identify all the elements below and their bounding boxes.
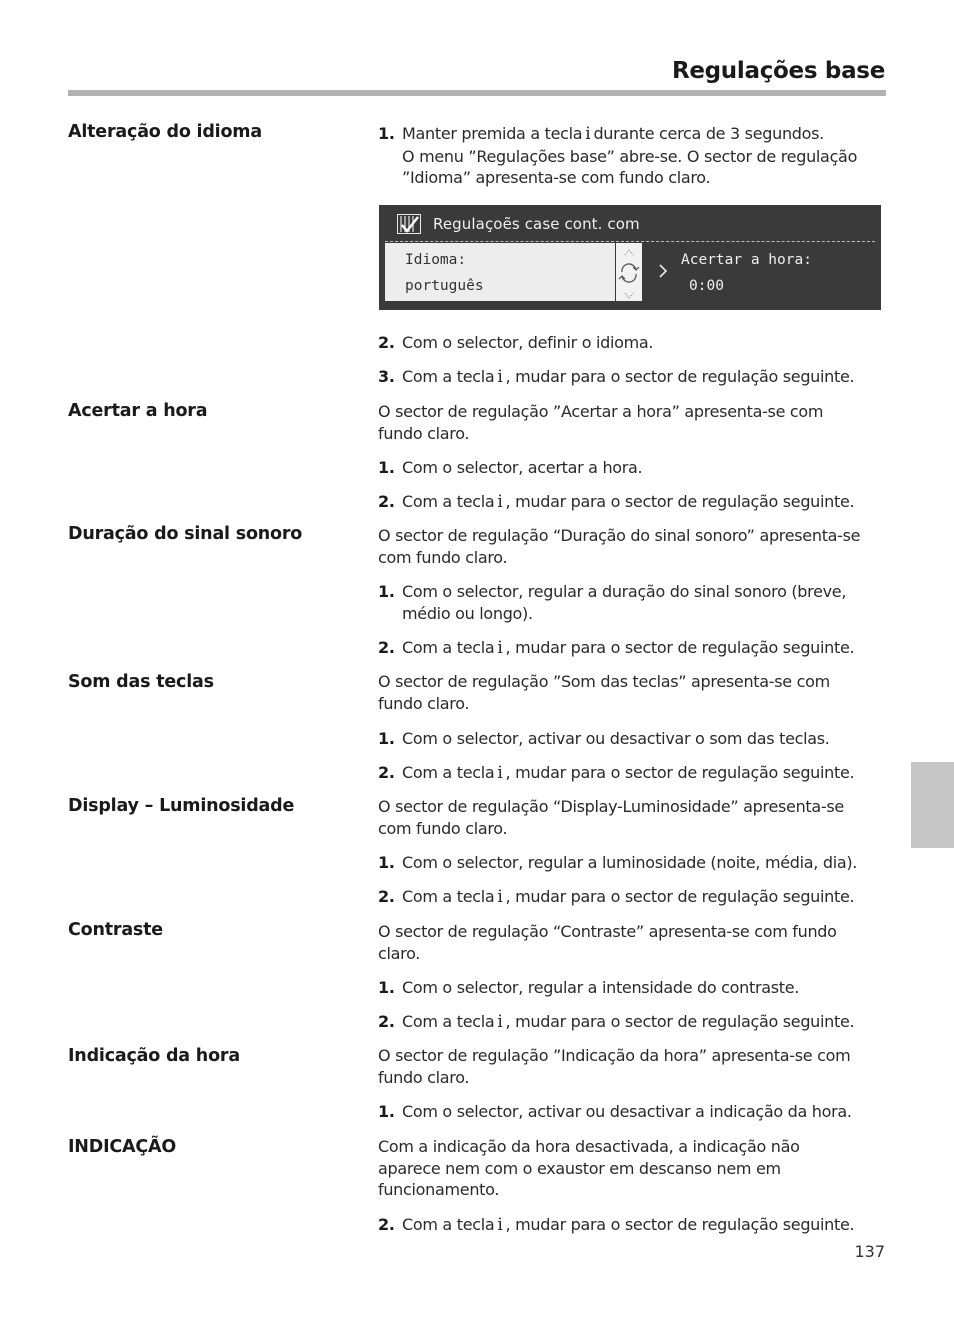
note-line: aparece nem com o exaustor em descanso nem em <box>378 1158 781 1178</box>
step-number: 1. <box>378 729 395 748</box>
step-number: 2. <box>378 887 395 906</box>
selector-scroll-icon <box>616 243 642 301</box>
setting-value: português <box>405 278 484 294</box>
step-number: 2. <box>378 1012 395 1031</box>
display-selected-setting <box>385 243 615 301</box>
chapter-tab <box>911 762 954 848</box>
step-text: , mudar para o sector de regulação seguinte. <box>505 492 855 511</box>
step-text: Com a tecla <box>402 367 495 386</box>
step-text: Com a tecla <box>402 1012 495 1031</box>
step-text: Com o selector, activar ou desactivar a indicação da hora. <box>402 1102 852 1121</box>
keytone-intro <box>378 671 898 714</box>
step-number: 2. <box>378 638 395 657</box>
clock-intro <box>378 1045 898 1088</box>
step-number: 1. <box>378 582 395 601</box>
display-intro <box>378 796 898 839</box>
info-key-icon: i <box>497 887 503 907</box>
step-text: Com a tecla <box>402 763 495 782</box>
next-setting-label: Acertar a hora: <box>681 252 812 268</box>
info-key-icon: i <box>497 638 503 658</box>
step-text: , mudar para o sector de regulação seguinte. <box>505 763 855 782</box>
heading-language: Alteração do idioma <box>68 122 262 142</box>
intro-text: O sector de regulação ”Acertar a hora” apresenta-se com <box>378 402 824 421</box>
intro-text: fundo claro. <box>378 693 470 713</box>
step-text: , mudar para o sector de regulação seguinte. <box>505 1215 855 1234</box>
step-number: 2. <box>378 492 395 511</box>
intro-text: O sector de regulação “Contraste” apresenta-se com fundo <box>378 922 837 941</box>
step-text: Manter premida a tecla <box>402 124 583 143</box>
time-step-1 <box>378 457 898 479</box>
info-key-icon: i <box>497 763 503 783</box>
note-text <box>378 1136 898 1201</box>
beep-intro <box>378 525 898 568</box>
language-step-2 <box>378 332 898 354</box>
time-step-2 <box>378 491 898 514</box>
beep-step-2 <box>378 637 898 660</box>
contrast-step-1 <box>378 977 898 999</box>
intro-text: fundo claro. <box>378 423 470 443</box>
info-key-icon: i <box>497 1012 503 1032</box>
display-panel <box>379 205 881 310</box>
info-key-icon: i <box>497 1215 503 1235</box>
step-number: 2. <box>378 1215 395 1234</box>
intro-text: O sector de regulação “Display-Luminosidade” apresenta-se <box>378 797 844 816</box>
language-step-3 <box>378 366 898 389</box>
intro-text: claro. <box>378 943 421 963</box>
chevron-right-icon <box>657 263 669 279</box>
contrast-step-2 <box>378 1011 898 1034</box>
display-header-text: Regulaçoẽs case cont. com <box>433 215 640 233</box>
intro-text: fundo claro. <box>378 1067 470 1087</box>
page-title: Regulações base <box>671 58 885 84</box>
step-number: 2. <box>378 333 395 352</box>
step-text: Com o selector, definir o idioma. <box>402 333 654 352</box>
intro-text: com fundo claro. <box>378 547 508 567</box>
heading-contrast: Contraste <box>68 920 163 940</box>
display-header <box>385 211 875 242</box>
heading-note: INDICAÇÃO <box>68 1137 177 1157</box>
time-intro <box>378 401 898 444</box>
beep-step-1 <box>378 581 898 624</box>
info-key-icon: i <box>497 492 503 512</box>
heading-beep: Duração do sinal sonoro <box>68 524 303 544</box>
intro-text: O sector de regulação “Duração do sinal sonoro” apresenta-se <box>378 526 861 545</box>
display-step-2 <box>378 886 898 909</box>
next-setting-value: 0:00 <box>689 278 724 294</box>
settings-logo-icon <box>397 214 421 234</box>
step-text: , mudar para o sector de regulação seguinte. <box>505 367 855 386</box>
page-number: 137 <box>854 1242 885 1261</box>
keytone-step-1 <box>378 728 898 750</box>
step-number: 1. <box>378 978 395 997</box>
clock-step-1 <box>378 1101 898 1123</box>
keytone-step-2 <box>378 762 898 785</box>
step-number: 1. <box>378 1102 395 1121</box>
display-step-1 <box>378 852 898 874</box>
step-text: ”Idioma” apresenta-se com fundo claro. <box>402 168 711 187</box>
step-text: O menu ”Regulações base” abre-se. O sector de regulação <box>402 146 858 166</box>
step-text: Com a tecla <box>402 1215 495 1234</box>
step-text: Com o selector, acertar a hora. <box>402 458 643 477</box>
intro-text: com fundo claro. <box>378 818 508 838</box>
step-text: , mudar para o sector de regulação seguinte. <box>505 887 855 906</box>
setting-label: Idioma: <box>405 252 467 268</box>
heading-time: Acertar a hora <box>68 401 208 421</box>
heading-clock: Indicação da hora <box>68 1046 240 1066</box>
heading-keytone: Som das teclas <box>68 672 214 692</box>
step-text: durante cerca de 3 segundos. <box>593 124 824 143</box>
step-text: médio ou longo). <box>402 603 533 623</box>
step-text: , mudar para o sector de regulação seguinte. <box>505 1012 855 1031</box>
info-key-icon: i <box>585 124 591 144</box>
step-text: Com o selector, regular a luminosidade (noite, média, dia). <box>402 853 858 872</box>
step-text: Com o selector, regular a intensidade do contraste. <box>402 978 800 997</box>
clock-step-2 <box>378 1214 898 1237</box>
title-rule <box>68 90 886 96</box>
step-text: , mudar para o sector de regulação seguinte. <box>505 638 855 657</box>
step-number: 1. <box>378 124 395 143</box>
step-text: Com o selector, activar ou desactivar o som das teclas. <box>402 729 830 748</box>
intro-text: O sector de regulação ”Som das teclas” apresenta-se com <box>378 672 830 691</box>
step-text: Com a tecla <box>402 638 495 657</box>
step-text: Com o selector, regular a duração do sinal sonoro (breve, <box>402 582 847 601</box>
language-step-1 <box>378 123 898 189</box>
step-number: 2. <box>378 763 395 782</box>
step-text: Com a tecla <box>402 887 495 906</box>
heading-display: Display – Luminosidade <box>68 796 295 816</box>
step-number: 3. <box>378 367 395 386</box>
step-number: 1. <box>378 853 395 872</box>
info-key-icon: i <box>497 367 503 387</box>
step-text: Com a tecla <box>402 492 495 511</box>
intro-text: O sector de regulação ”Indicação da hora” apresenta-se com <box>378 1046 851 1065</box>
step-number: 1. <box>378 458 395 477</box>
note-line: funcionamento. <box>378 1180 500 1199</box>
contrast-intro <box>378 921 898 964</box>
note-line: Com a indicação da hora desactivada, a indicação não <box>378 1137 800 1156</box>
